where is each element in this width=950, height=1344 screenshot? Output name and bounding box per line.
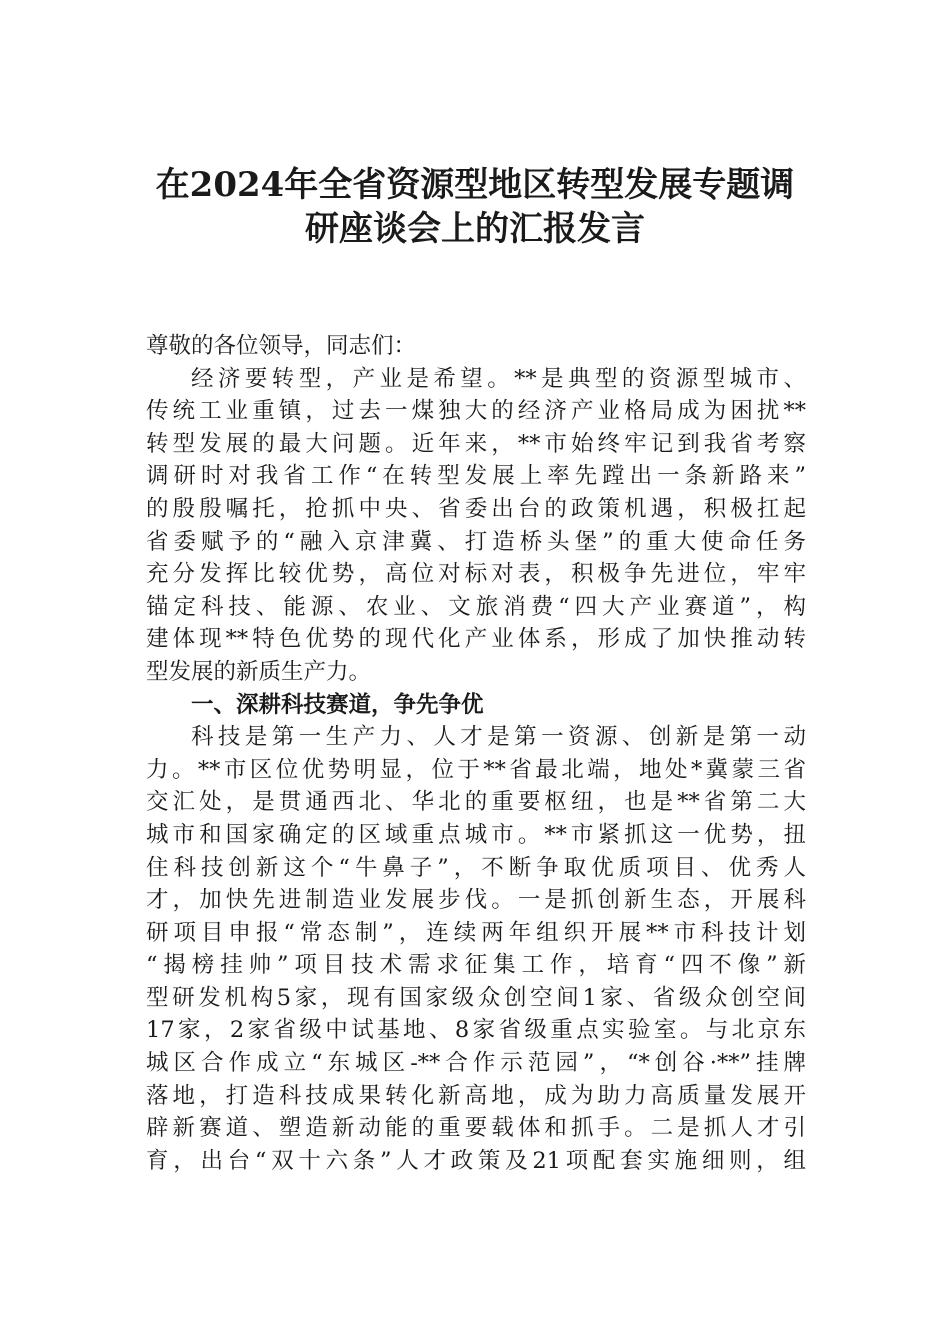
paragraph-line: 调研时对我省工作“在转型发展上率先蹚出一条新路来”: [146, 463, 806, 490]
paragraph-line: 传统工业重镇，过去一煤独大的经济产业格局成为困扰**: [146, 398, 806, 425]
paragraph-line: 建体现**特色优势的现代化产业体系，形成了加快推动转: [146, 626, 806, 653]
paragraph-line: 省委赋予的“融入京津冀、打造桥头堡”的重大使命任务: [146, 528, 806, 555]
paragraph-line: 的殷殷嘱托，抢抓中央、省委出台的政策机遇，积极扛起: [146, 495, 806, 522]
paragraph-line: 交汇处，是贯通西北、华北的重要枢纽，也是**省第二大: [146, 789, 806, 816]
paragraph-line: 辟新赛道、塑造新动能的重要载体和抓手。二是抓人才引: [146, 1115, 806, 1142]
paragraph-line: 充分发挥比较优势，高位对标对表，积极争先进位，牢牢: [146, 561, 806, 588]
paragraph-line: 城区合作成立“东城区-**合作示范园”，“*创谷·**”挂牌: [146, 1050, 806, 1077]
paragraph-line: 才，加快先进制造业发展步伐。一是抓创新生态，开展科: [146, 887, 806, 914]
paragraph-1: [146, 363, 806, 689]
salutation: 尊敬的各位领导，同志们：: [146, 333, 417, 359]
document-title-line-2: 研座谈会上的汇报发言: [305, 209, 645, 249]
paragraph-line: 经济要转型，产业是希望。**是典型的资源型城市、: [191, 365, 806, 392]
paragraph-line: 城市和国家确定的区域重点城市。**市紧抓这一优势，扭: [146, 821, 806, 848]
paragraph-line: 型发展的新质生产力。: [146, 658, 372, 685]
document-body: [146, 330, 806, 1177]
paragraph-line: 17家，2家省级中试基地、8家省级重点实验室。与北京东: [146, 1017, 806, 1044]
paragraph-line: 科技是第一生产力、人才是第一资源、创新是第一动: [191, 724, 806, 751]
paragraph-line: 落地，打造科技成果转化新高地，成为助力高质量发展开: [146, 1082, 806, 1109]
document-title-line-1: 在2024年全省资源型地区转型发展专题调: [155, 165, 795, 205]
paragraph-line: 型研发机构5家，现有国家级众创空间1家、省级众创空间: [146, 984, 806, 1011]
paragraph-2: [146, 721, 806, 1177]
paragraph-line: 锚定科技、能源、农业、文旅消费“四大产业赛道”，构: [146, 593, 806, 620]
paragraph-line: 研项目申报“常态制”，连续两年组织开展**市科技计划: [146, 919, 806, 946]
paragraph-line: 住科技创新这个“牛鼻子”，不断争取优质项目、优秀人: [146, 854, 806, 881]
paragraph-line: “揭榜挂帅”项目技术需求征集工作，培育“四不像”新: [146, 952, 806, 979]
paragraph-line: 转型发展的最大问题。近年来，**市始终牢记到我省考察: [146, 430, 806, 457]
paragraph-line: 力。**市区位优势明显，位于**省最北端，地处*冀蒙三省: [146, 756, 806, 783]
paragraph-line: 育，出台“双十六条”人才政策及21项配套实施细则，组: [146, 1147, 806, 1174]
section-heading-1: 一、深耕科技赛道，争先争优: [191, 691, 484, 718]
